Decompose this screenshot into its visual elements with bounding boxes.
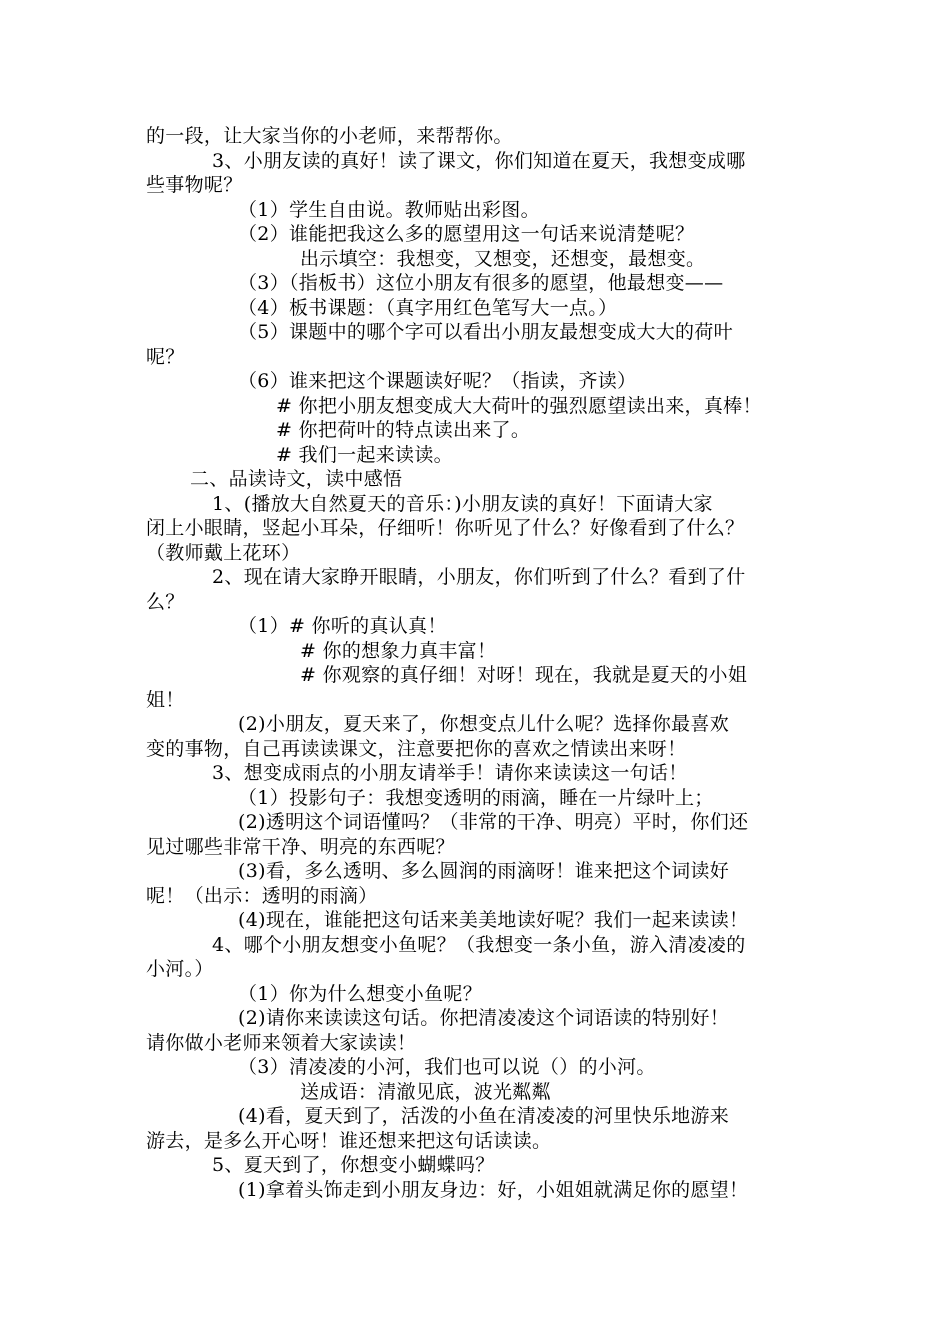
text-line: 变的事物，自己再读读课文，注意要把你的喜欢之情读出来呀！: [146, 738, 687, 760]
text-line: # 你把小朋友想变成大大荷叶的强烈愿望读出来，真棒！: [276, 395, 762, 417]
text-line: (1)拿着头饰走到小朋友身边：好，小姐姐就满足你的愿望！: [238, 1179, 749, 1201]
text-line: （教师戴上花环）: [146, 542, 301, 564]
text-line: 的一段，让大家当你的小老师，来帮帮你。: [146, 125, 513, 147]
text-line: 闭上小眼睛，竖起小耳朵，仔细听！你听见了什么？好像看到了什么？: [146, 517, 745, 539]
text-line: （3）（指板书）这位小朋友有很多的愿望，他最想变——: [238, 272, 724, 294]
section-heading: 二、品读诗文，读中感悟: [190, 468, 403, 490]
text-line: （2）谁能把我这么多的愿望用这一句话来说清楚呢？: [238, 223, 695, 245]
text-line: 呢！（出示：透明的雨滴）: [146, 885, 378, 907]
text-line: # 我们一起来读读。: [276, 444, 453, 466]
text-line: 请你做小老师来领着大家读读！: [146, 1032, 417, 1054]
text-line: 1、(播放大自然夏天的音乐：)小朋友读的真好！下面请大家: [212, 493, 713, 515]
text-line: （1）投影句子：我想变透明的雨滴，睡在一片绿叶上；: [238, 787, 714, 809]
text-line: (3)看，多么透明、多么圆润的雨滴呀！谁来把这个词读好: [238, 860, 730, 882]
text-line: (4)看，夏天到了，活泼的小鱼在清凌凌的河里快乐地游来: [238, 1105, 730, 1127]
text-line: 见过哪些非常干净、明亮的东西呢？: [146, 836, 455, 858]
text-line: (2)透明这个词语懂吗？（非常的干净、明亮）平时，你们还: [238, 811, 749, 833]
text-line: 5、夏天到了，你想变小蝴蝶吗？: [212, 1154, 495, 1176]
text-line: 送成语：清澈见底，波光粼粼: [300, 1081, 551, 1103]
text-line: 游去，是多么开心呀！谁还想来把这句话读读。: [146, 1130, 552, 1152]
text-line: 么？: [146, 591, 185, 613]
text-line: 些事物呢？: [146, 174, 243, 196]
text-line: （6）谁来把这个课题读好呢？（指读，齐读）: [238, 370, 637, 392]
text-line: 3、小朋友读的真好！读了课文，你们知道在夏天，我想变成哪: [212, 150, 746, 172]
text-line: 3、想变成雨点的小朋友请举手！请你来读读这一句话！: [212, 762, 688, 784]
text-line: （1）你为什么想变小鱼呢？: [238, 983, 482, 1005]
text-line: 出示填空：我想变，又想变，还想变，最想变。: [300, 248, 706, 270]
text-line: 2、现在请大家睁开眼睛，小朋友，你们听到了什么？看到了什: [212, 566, 746, 588]
text-line: (2)请你来读读这句话。你把清凌凌这个词语读的特别好！: [238, 1007, 730, 1029]
text-line: 姐！: [146, 689, 185, 711]
text-line: (4)现在，谁能把这句话来美美地读好呢？我们一起来读读！: [238, 909, 749, 931]
text-line: （3）清凌凌的小河，我们也可以说（）的小河。: [238, 1056, 656, 1078]
text-line: （5）课题中的哪个字可以看出小朋友最想变成大大的荷叶: [238, 321, 733, 343]
text-line: # 你的想象力真丰富！: [300, 640, 497, 662]
text-line: (2)小朋友，夏天来了，你想变点儿什么呢？选择你最喜欢: [238, 713, 730, 735]
text-line: （1）# 你听的真认真！: [238, 615, 447, 637]
text-line: # 你观察的真仔细！对呀！现在，我就是夏天的小姐: [300, 664, 748, 686]
text-line: 呢？: [146, 346, 185, 368]
text-line: 4、哪个小朋友想变小鱼呢？（我想变一条小鱼，游入清凌凌的: [212, 934, 746, 956]
text-line: # 你把荷叶的特点读出来了。: [276, 419, 531, 441]
text-line: （1）学生自由说。教师贴出彩图。: [238, 199, 540, 221]
text-line: 小河。）: [146, 958, 214, 980]
text-line: （4）板书课题：（真字用红色笔写大一点。）: [238, 297, 618, 319]
